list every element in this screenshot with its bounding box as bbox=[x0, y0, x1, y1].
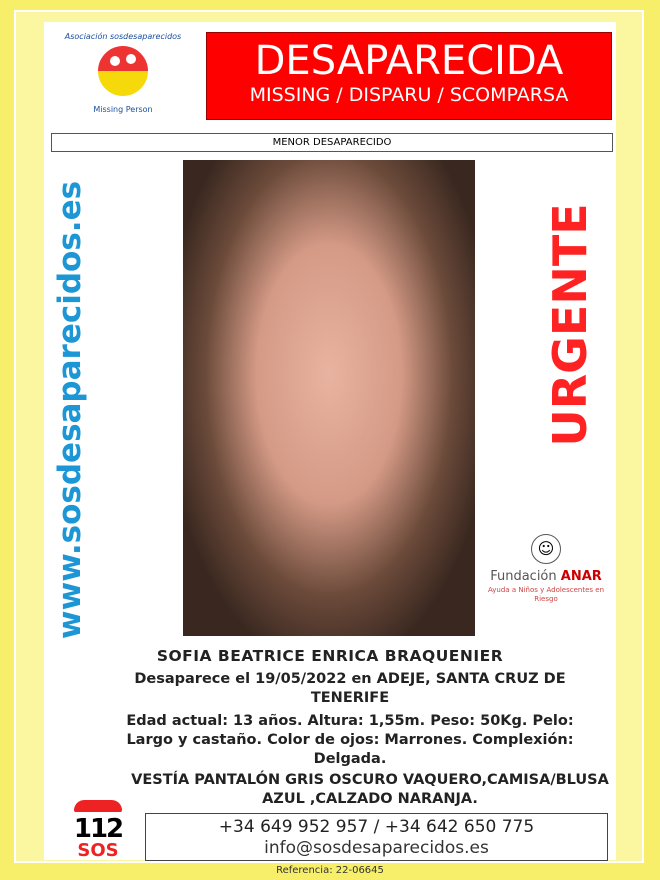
website-vertical bbox=[40, 180, 100, 640]
urgent-text: URGENTE bbox=[543, 203, 597, 447]
urgent-vertical bbox=[530, 180, 610, 480]
smiley-icon: ☺ bbox=[531, 534, 561, 564]
person-photo bbox=[183, 160, 475, 636]
contact-box bbox=[145, 813, 608, 861]
logo-emblem-icon bbox=[93, 41, 153, 101]
logo-top-text: Asociación sosdesaparecidos bbox=[64, 32, 182, 41]
clothing-info: VESTÍA PANTALÓN GRIS OSCURO VAQUERO,CAMISA/BLUSA AZUL ,CALZADO NARANJA. bbox=[131, 772, 609, 807]
emergency-logo bbox=[72, 800, 124, 860]
logo-bottom-text: Missing Person bbox=[93, 105, 153, 114]
reference-number: Referencia: 22-06645 bbox=[276, 865, 384, 876]
anar-brand: ANAR bbox=[560, 569, 602, 584]
website-text: www.sosdesaparecidos.es bbox=[52, 180, 88, 640]
anar-logo bbox=[482, 530, 610, 630]
anar-name: Fundación bbox=[490, 569, 557, 584]
physical-details: Edad actual: 13 años. Altura: 1,55m. Peso: 50Kg. Pelo: Largo y castaño. Color de ojos: Marrones. Complexión: Delgada. bbox=[126, 713, 574, 767]
disappearance-info: Desaparece el 19/05/2022 en ADEJE, SANTA CRUZ DE TENERIFE bbox=[134, 671, 566, 706]
missing-banner bbox=[206, 32, 612, 120]
anar-tagline: Ayuda a Niños y Adolescentes en Riesgo bbox=[487, 586, 605, 603]
contact-email: info@sosdesaparecidos.es bbox=[264, 838, 489, 858]
contact-phones: +34 649 952 957 / +34 642 650 775 bbox=[218, 817, 535, 837]
banner-subtitle: MISSING / DISPARU / SCOMPARSA bbox=[249, 84, 569, 106]
emergency-number: 112 bbox=[73, 814, 123, 844]
category-label: MENOR DESAPARECIDO bbox=[51, 133, 613, 152]
emergency-label: SOS bbox=[77, 840, 119, 861]
person-name: SOFIA BEATRICE ENRICA BRAQUENIER bbox=[156, 647, 504, 665]
banner-title: DESAPARECIDA bbox=[254, 38, 564, 84]
phone-icon bbox=[74, 800, 122, 812]
association-logo bbox=[64, 32, 182, 122]
